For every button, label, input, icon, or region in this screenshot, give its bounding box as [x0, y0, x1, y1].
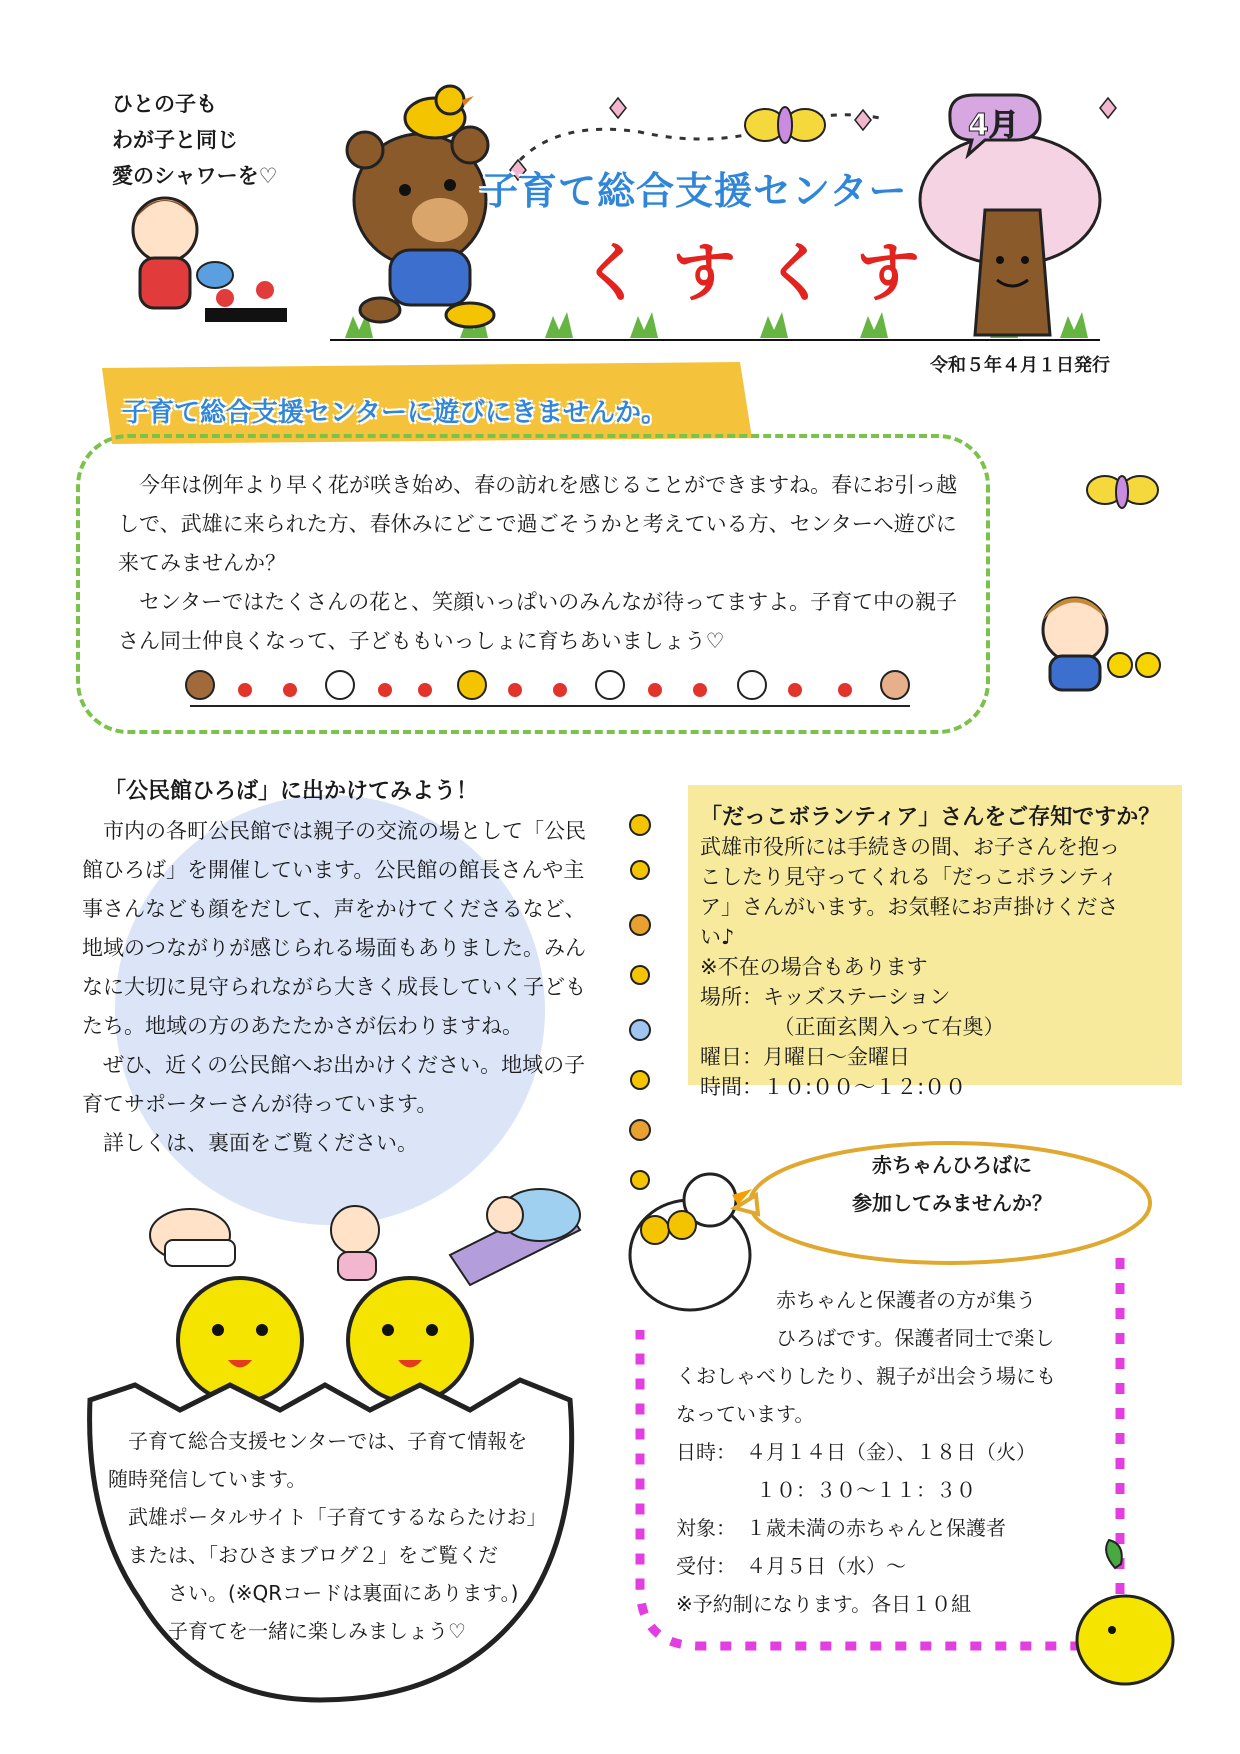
issue-date: 令和５年４月１日発行	[930, 355, 1110, 376]
volunteer-line: こしたり見守ってくれる「だっこボランティ	[700, 865, 1119, 889]
volunteer-heading: 「だっこボランティア」さんをご存知ですか？	[700, 805, 1161, 830]
baby-plaza-line: 赤ちゃんと保護者の方が集う	[676, 1288, 1036, 1312]
girl-icon-right	[1043, 598, 1160, 690]
baby-plaza-line: くおしゃべりしたり、親子が出会う場にも	[676, 1364, 1056, 1388]
baby-plaza-heading-line: 参加してみませんか？	[852, 1191, 1052, 1215]
plaza-paragraph: 詳しくは、裏面をご覧ください。	[103, 1131, 418, 1155]
baby-plaza-body	[676, 1281, 1096, 1623]
volunteer-line: ※不在の場合もあります	[700, 955, 928, 979]
baby-plaza-line: 対象： １歳未満の赤ちゃんと保護者	[676, 1516, 1006, 1540]
intro-paragraph: センターではたくさんの花と、笑顔いっぱいのみんなが待ってますよ。子育て中の親子さん同士仲良くなって、子どももいっしょに育ちあいましょう♡	[118, 590, 958, 653]
volunteer-body	[700, 832, 1170, 1102]
volunteer-line: 時間：１０:００～１２:００	[700, 1075, 967, 1099]
plaza-paragraph: ぜひ、近くの公民館へお出かけください。地域の子育てサポーターさんが待っています。	[82, 1053, 586, 1116]
volunteer-line: 曜日：月曜日～金曜日	[700, 1045, 910, 1069]
newsletter-subtitle: 子育て総合支援センター	[480, 169, 908, 213]
plaza-heading: 「公民館ひろば」に出かけてみよう！	[104, 779, 479, 804]
info-line: 随時発信しています。	[108, 1467, 307, 1491]
girl-watering-icon	[133, 198, 287, 322]
month-badge-text: 4月	[968, 108, 1019, 143]
motto	[112, 86, 277, 194]
volunteer-line: ア」さんがいます。お気軽にお声掛けくださ	[700, 895, 1119, 919]
baby-plaza-line: 日時： ４月１４日（金）、１８日（火）	[676, 1440, 1036, 1464]
volunteer-line: 武雄市役所には手続きの間、お子さんを抱っ	[700, 835, 1120, 859]
info-line: 武雄ポータルサイト「子育てするならたけお」	[108, 1505, 547, 1529]
baby-plaza-line: １０：３０～１１：３０	[676, 1478, 976, 1502]
info-line: 子育てを一緒に楽しみましょう♡	[108, 1619, 466, 1643]
info-line: または、「おひさまブログ２」をご覧くだ	[108, 1543, 498, 1567]
motto-line: わが子と同じ	[112, 128, 238, 152]
volunteer-line: い♪	[700, 925, 735, 949]
intro-body	[118, 466, 974, 661]
volunteer-line: （正面玄関入って右奥）	[700, 1015, 1005, 1039]
vertical-border-icons	[630, 815, 650, 1189]
intro-heading: 子育て総合支援センターに遊びにきませんか。	[122, 398, 667, 428]
butterfly-icon-right	[1087, 476, 1158, 508]
butterfly-icon	[745, 107, 825, 143]
baby-plaza-heading	[780, 1146, 1124, 1222]
motto-line: ひとの子も	[112, 92, 217, 116]
info-line: さい。(※QRコードは裏面にあります。)	[108, 1581, 519, 1605]
info-body	[108, 1422, 578, 1650]
intro-paragraph: 今年は例年より早く花が咲き始め、春の訪れを感じることができますね。春にお引っ越しで、武雄に来られた方、春休みにどこで過ごそうかと考えている方、センターへ遊びに来てみませんか？	[118, 473, 958, 575]
baby-plaza-line: ひろばです。保護者同士で楽し	[676, 1326, 1055, 1350]
baby-plaza-heading-line: 赤ちゃんひろばに	[872, 1153, 1032, 1177]
plaza-paragraph: 市内の各町公民館では親子の交流の場として「公民館ひろば」を開催しています。公民館の館長さんや主事さんなども顔をだして、声をかけてくださるなど、地域のつながりが感じられる場面もありました。みんなに大切に見守られながら大きく成長していく子どもたち。地域の方のあたたかさが伝わりますね。	[82, 819, 586, 1038]
newsletter-title: くすくす	[580, 237, 948, 311]
motto-line: 愛のシャワーを♡	[112, 164, 278, 188]
bear-icon	[347, 127, 494, 327]
plaza-body	[82, 812, 602, 1163]
volunteer-line: 場所：キッズステーション	[700, 985, 951, 1009]
baby-plaza-line: 受付： ４月５日（水）～	[676, 1554, 906, 1578]
baby-plaza-line: なっています。	[676, 1402, 815, 1426]
info-line: 子育て総合支援センターでは、子育て情報を	[108, 1429, 528, 1453]
baby-plaza-line: ※予約制になります。各日１０組	[676, 1592, 972, 1616]
